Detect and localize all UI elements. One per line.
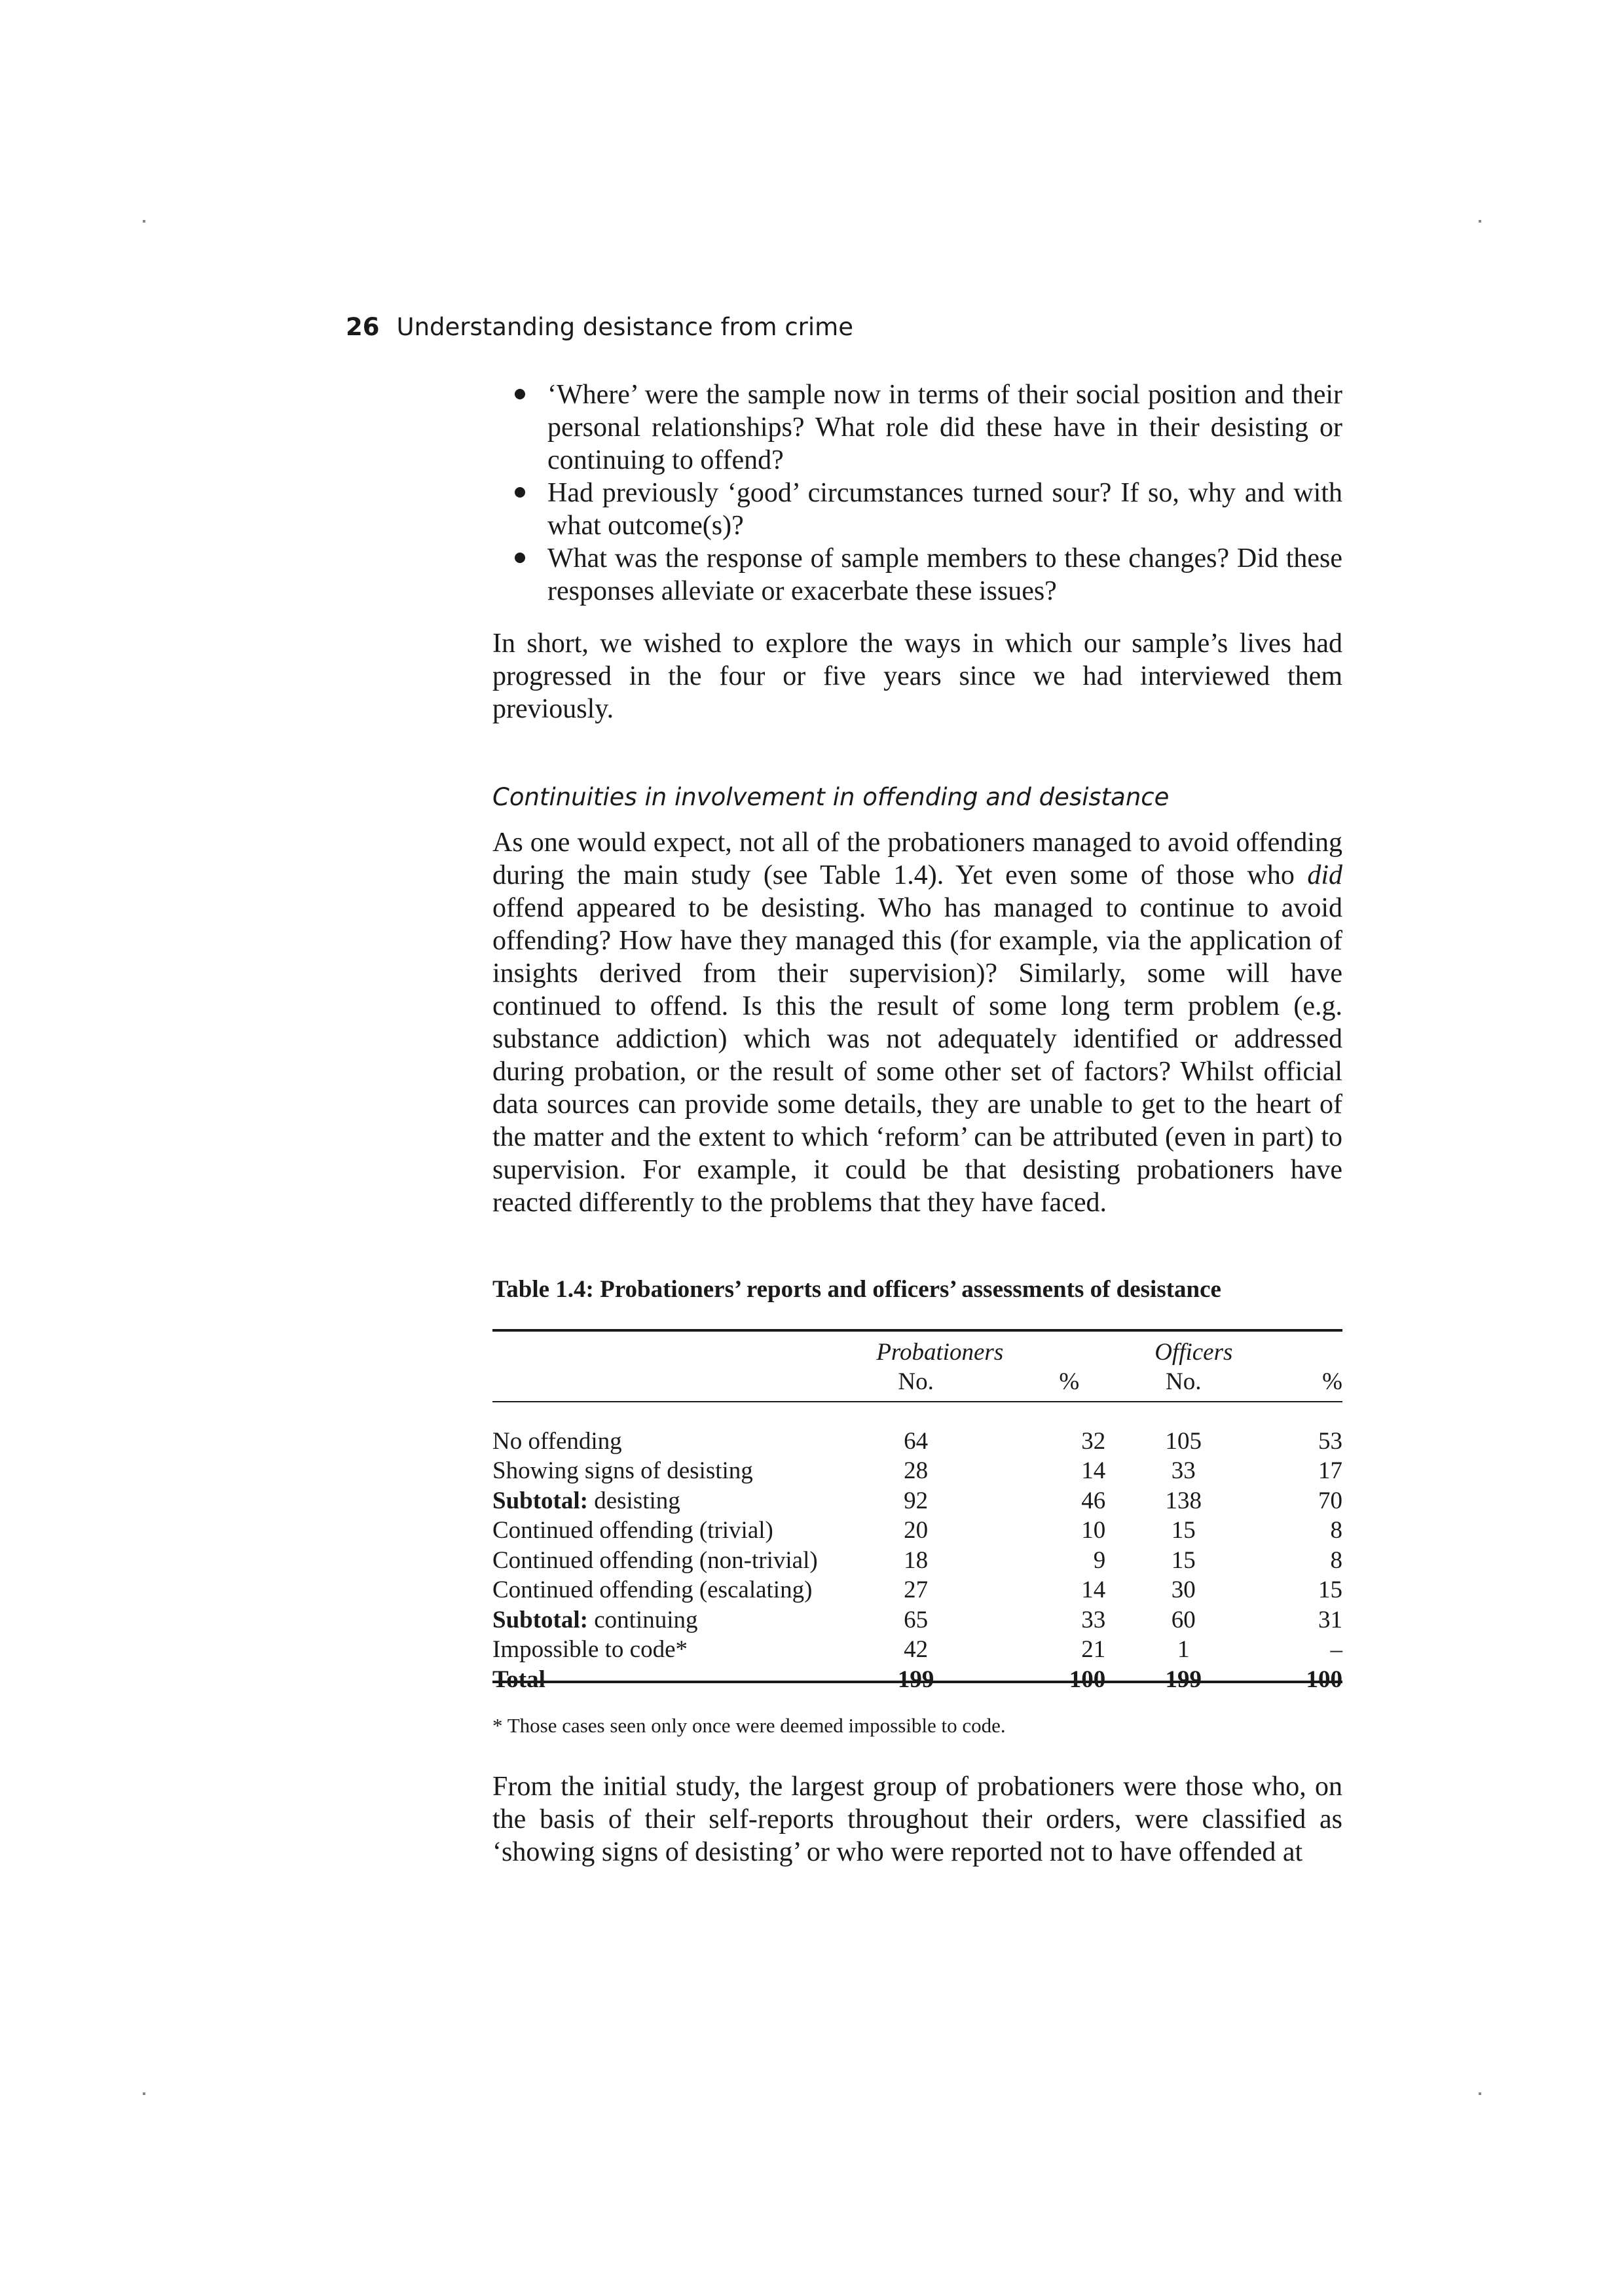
table-cell: 15 [1171, 1517, 1196, 1544]
row-label: Continued offending (escalating) [492, 1576, 813, 1603]
question-list [492, 378, 1342, 608]
crop-mark-top-left [143, 220, 145, 223]
table-cell: 105 [1165, 1427, 1202, 1455]
table-cell: 46 [1081, 1487, 1106, 1514]
table-cell: 138 [1165, 1487, 1202, 1514]
bullet-icon [515, 487, 525, 498]
table-cell: 30 [1171, 1576, 1196, 1603]
crop-mark-top-right [1479, 220, 1481, 223]
list-item: What was the response of sample members to these changes? Did these responses alleviate or exacerbate these issues? [492, 542, 1342, 608]
row-label: Total [492, 1666, 545, 1693]
list-item: ‘Where’ were the sample now in terms of their social position and their personal relationships? What role did these have in their desisting or continuing to offend? [492, 378, 1342, 477]
paragraph-continuities: As one would expect, not all of the probationers managed to avoid offending during the main study (see Table 1.4). Yet even some of those who did offend appeared to be desisting. Who has managed to continue to avoid offending? How have they managed this (for example, via the application of insights derived from their supervision)? Similarly, some will have continued to offend. Is this the result of some long term problem (e.g. substance addiction) which was not adequately identified or addressed during probation, or the result of some other set of factors? Whilst official data sources can provide some details, they are unable to get to the heart of the matter and the extent to which ‘reform’ can be attributed (even in part) to supervision. For example, it could be that desisting probationers have reacted differently to the problems that they have faced. [492, 828, 1342, 1218]
row-label: Impossible to code* [492, 1636, 688, 1663]
table-row [492, 1427, 1342, 1457]
table-cell: 14 [1081, 1457, 1106, 1484]
paragraph-summary: In short, we wished to explore the ways in which our sample’s lives had progressed in the four or five years since we had interviewed them previously. [492, 629, 1342, 724]
table-cell: 9 [1093, 1546, 1106, 1574]
table-cell: 8 [1330, 1517, 1342, 1544]
row-label: Continued offending (non-trivial) [492, 1546, 818, 1574]
group-header-officers: Officers [1154, 1339, 1233, 1366]
table-cell: 42 [904, 1636, 929, 1663]
table-footnote: * Those cases seen only once were deemed impossible to code. [492, 1714, 1006, 1737]
table-cell: 199 [1165, 1666, 1202, 1693]
table-cell: 100 [1069, 1666, 1106, 1693]
column-header: % [1322, 1368, 1342, 1395]
table-cell: 28 [904, 1457, 929, 1484]
page-number: 26 [346, 313, 380, 341]
table-group-header-row [492, 1338, 1342, 1367]
paragraph-initial-study: From the initial study, the largest group of probationers were those who, on the basis of their self-reports throughout their orders, were classified as ‘showing signs of desisting’ or who were reported not to have offended at [492, 1772, 1342, 1867]
emphasis-did: did [1307, 860, 1342, 890]
group-header-probationers: Probationers [876, 1339, 1004, 1366]
table-cell: 15 [1171, 1546, 1196, 1574]
table-cell: 27 [904, 1576, 929, 1603]
table-cell: 33 [1081, 1606, 1106, 1633]
table-cell: 65 [904, 1606, 929, 1633]
column-header: % [1059, 1368, 1080, 1395]
table-cell: 15 [1318, 1576, 1342, 1603]
table-cell: 199 [897, 1666, 934, 1693]
row-label: Subtotal: desisting [492, 1487, 680, 1514]
bullet-icon [515, 389, 525, 399]
column-header: No. [898, 1368, 934, 1395]
table-cell: – [1330, 1636, 1342, 1663]
table-cell: 31 [1318, 1606, 1342, 1633]
table-row [492, 1456, 1342, 1486]
table-cell: 8 [1330, 1546, 1342, 1574]
running-head [346, 313, 853, 341]
row-label: Subtotal: continuing [492, 1606, 698, 1633]
table-cell: 92 [904, 1487, 929, 1514]
row-label: Continued offending (trivial) [492, 1517, 773, 1544]
table-row [492, 1546, 1342, 1576]
bullet-icon [515, 553, 525, 563]
column-header: No. [1166, 1368, 1202, 1395]
table-cell: 64 [904, 1427, 929, 1455]
table-row [492, 1486, 1342, 1516]
table-row [492, 1635, 1342, 1665]
table-row [492, 1605, 1342, 1635]
section-subheading: Continuities in involvement in offending and desistance [492, 783, 1170, 811]
table-cell: 21 [1081, 1636, 1106, 1663]
book-title: Understanding desistance from crime [396, 313, 853, 341]
table-cell: 18 [904, 1546, 929, 1574]
table-column-header-row [492, 1367, 1342, 1396]
table-cell: 100 [1306, 1666, 1342, 1693]
table-row-total [492, 1665, 1342, 1695]
table-cell: 60 [1171, 1606, 1196, 1633]
row-label: No offending [492, 1427, 622, 1455]
row-label: Showing signs of desisting [492, 1457, 753, 1484]
table-caption: Table 1.4: Probationers’ reports and officers’ assessments of desistance [492, 1276, 1221, 1303]
table-cell: 1 [1177, 1636, 1190, 1663]
table-cell: 20 [904, 1517, 929, 1544]
table-cell: 14 [1081, 1576, 1106, 1603]
list-item: Had previously ‘good’ circumstances turned sour? If so, why and with what outcome(s)? [492, 477, 1342, 542]
crop-mark-bottom-right [1479, 2092, 1481, 2095]
table-row [492, 1516, 1342, 1546]
crop-mark-bottom-left [143, 2092, 145, 2095]
table-cell: 33 [1171, 1457, 1196, 1484]
table-cell: 17 [1318, 1457, 1342, 1484]
table-top-rule [492, 1329, 1342, 1332]
table-cell: 10 [1081, 1517, 1106, 1544]
table-cell: 32 [1081, 1427, 1106, 1455]
desistance-table [492, 1338, 1342, 1694]
table-cell: 70 [1318, 1487, 1342, 1514]
table-cell: 53 [1318, 1427, 1342, 1455]
table-row [492, 1575, 1342, 1605]
